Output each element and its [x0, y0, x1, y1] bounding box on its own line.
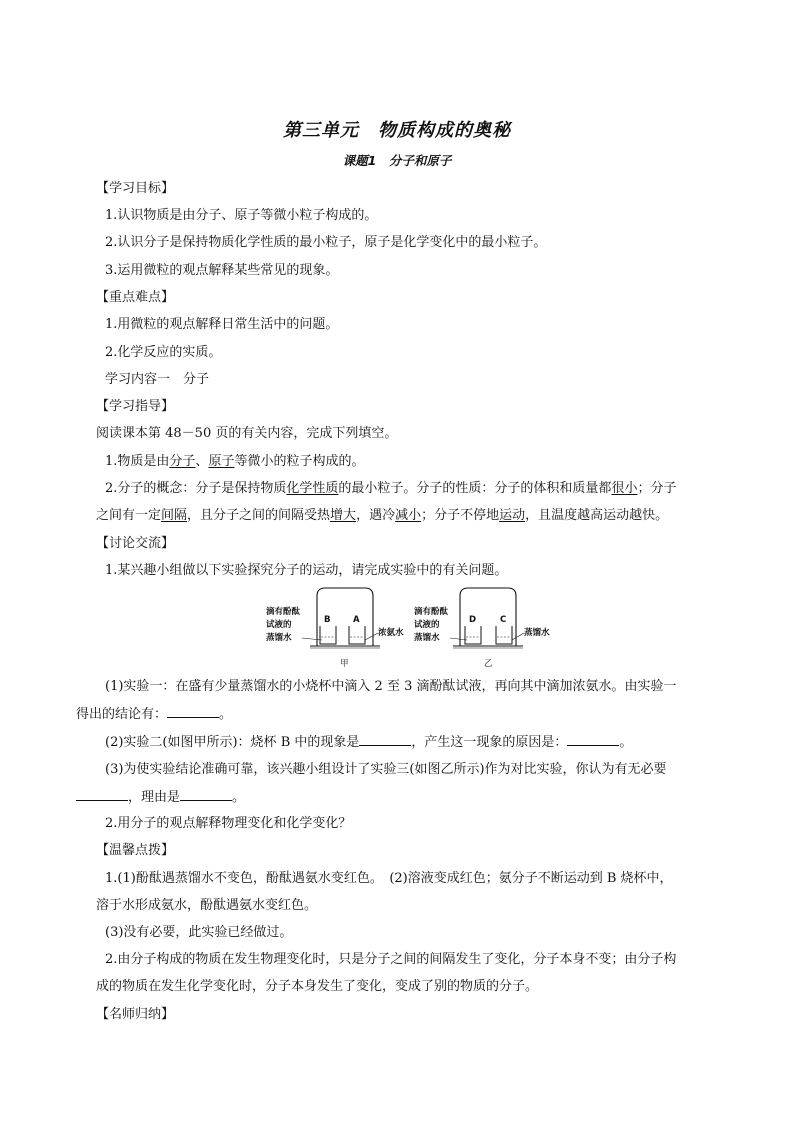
- experiment-figure: [262, 584, 602, 674]
- figure-yi: [414, 588, 550, 669]
- label-ammonia: 浓氨水: [378, 628, 404, 638]
- objective-item-2: 2.认识分子是保持物质化学性质的最小粒子，原子是化学变化中的最小粒子。: [105, 235, 547, 250]
- lesson-subtitle: 课题1 分子和原子: [342, 153, 452, 168]
- content-title: 学习内容一 分子: [105, 372, 210, 387]
- discussion-question-1: 1.某兴趣小组做以下实验探究分子的运动，请完成实验中的有关问题。: [105, 563, 508, 578]
- q2-text: 2.分子的概念：分子是保持物质: [105, 481, 287, 496]
- beaker-d: [465, 626, 481, 644]
- key-points-heading: 【重点难点】: [96, 290, 175, 305]
- sub3-text-mid: ，理由是: [128, 790, 181, 805]
- sub2-text-end: 。: [619, 735, 633, 750]
- q1-text-end: 等微小的粒子构成的。: [234, 454, 365, 469]
- label-left-3: 蒸馏水: [266, 633, 292, 643]
- label-c: C: [500, 615, 507, 625]
- q1-separator: 、: [195, 454, 209, 469]
- q2-answer-very-small: 很小: [611, 481, 638, 496]
- figure-jia: [266, 588, 404, 669]
- sub-question-2: [105, 733, 632, 752]
- unit-title: 第三单元 物质构成的奥秘: [283, 120, 511, 141]
- sub-question-3-line-1: (3)为使实验结论准确可靠，该兴趣小组设计了实验三(如图乙所示)作为对比实验，你认为有无必要: [105, 762, 667, 777]
- key-point-item-1: 1.用微粒的观点解释日常生活中的问题。: [105, 317, 339, 332]
- tips-answer-1-line-2: 溶于水形成氨水，酚酞遇氨水变红色。: [96, 898, 318, 913]
- beaker-a: [349, 626, 365, 644]
- discussion-question-2: 2.用分子的观点解释物理变化和化学变化？: [105, 816, 352, 831]
- key-point-item-2: 2.化学反应的实质。: [105, 345, 222, 360]
- q1-answer-molecule: 分子: [169, 454, 196, 469]
- q2-text-mid: 的最小粒子。分子的性质：分子的体积和质量都: [338, 481, 612, 496]
- sub3-text-end: 。: [232, 790, 246, 805]
- summary-heading: 【名师归纳】: [96, 1007, 175, 1022]
- q1-text: 1.物质是由: [105, 454, 170, 469]
- q2-answer-motion: 运动: [499, 508, 526, 523]
- answer-blank[interactable]: [567, 733, 619, 746]
- q2-text-end: ；分子: [637, 481, 677, 496]
- answer-blank[interactable]: [167, 705, 219, 718]
- q2-l2-text-mid3: ；分子不停地: [421, 508, 500, 523]
- caption-yi: 乙: [484, 659, 493, 669]
- answer-blank[interactable]: [76, 788, 128, 801]
- guide-intro: 阅读课本第 48－50 页的有关内容，完成下列填空。: [96, 426, 398, 441]
- q2-answer-chemical-property: 化学性质: [286, 481, 339, 496]
- guide-question-2-line-1: [105, 480, 676, 498]
- answer-blank[interactable]: [359, 733, 411, 746]
- q2-answer-decrease: 减小: [395, 508, 422, 523]
- label-distilled: 蒸馏水: [524, 628, 550, 638]
- label-left-1: 滴有酚酞: [266, 607, 301, 617]
- sub-question-1-line-1: (1)实验一：在盛有少量蒸馏水的小烧杯中滴入 2 至 3 滴酚酞试液，再向其中滴加浓氨水。由实验一: [105, 679, 677, 694]
- q2-l2-text-mid1: ，且分子之间的间隔受热: [187, 508, 331, 523]
- tips-answer-2-line-1: 2.由分子构成的物质在发生物理变化时，只是分子之间的间隔发生了变化，分子本身不变；由分子构: [105, 952, 677, 967]
- sub1-text: 得出的结论有：: [76, 707, 168, 722]
- guide-heading: 【学习指导】: [96, 399, 175, 414]
- sub1-text-end: 。: [219, 707, 233, 722]
- q2-answer-gap: 间隔: [161, 508, 188, 523]
- objectives-heading: 【学习目标】: [96, 181, 175, 196]
- guide-question-1: [105, 453, 364, 471]
- tips-answer-2-line-2: 成的物质在发生化学变化时，分子本身发生了变化，变成了别的物质的分子。: [96, 979, 539, 994]
- label-right-3: 蒸馏水: [414, 633, 440, 643]
- label-right-2: 试液的: [414, 620, 440, 630]
- tips-heading: 【温馨点拨】: [96, 843, 175, 858]
- sub2-text: (2)实验二(如图甲所示)：烧杯 B 中的现象是: [105, 735, 360, 750]
- sub-question-1-line-2: [76, 705, 232, 724]
- label-left-2: 试液的: [266, 620, 292, 630]
- tips-answer-1-line-1: 1.(1)酚酞遇蒸馏水不变色，酚酞遇氨水变红色。 (2)溶液变成红色；氨分子不断运动到 B 烧杯中，: [105, 871, 673, 886]
- guide-question-2-line-2: [96, 507, 668, 525]
- sub-question-3-line-2: [76, 788, 245, 807]
- discussion-heading: 【讨论交流】: [96, 536, 175, 551]
- answer-blank[interactable]: [180, 788, 232, 801]
- caption-jia: 甲: [340, 659, 349, 669]
- sub2-text-mid: ，产生这一现象的原因是：: [411, 735, 568, 750]
- label-a: A: [353, 615, 360, 625]
- q2-l2-text: 之间有一定: [96, 508, 162, 523]
- objective-item-3: 3.运用微粒的观点解释某些常见的现象。: [105, 263, 339, 278]
- label-right-1: 滴有酚酞: [414, 607, 449, 617]
- tips-answer-1-line-3: (3)没有必要，此实验已经做过。: [105, 925, 293, 940]
- objective-item-1: 1.认识物质是由分子、原子等微小粒子构成的。: [105, 208, 378, 223]
- q1-answer-atom: 原子: [208, 454, 235, 469]
- beaker-c: [496, 626, 512, 644]
- q2-l2-text-end: ，且温度越高运动越快。: [525, 508, 669, 523]
- beaker-b: [320, 626, 336, 644]
- label-d: D: [469, 615, 477, 625]
- label-b: B: [324, 615, 331, 625]
- q2-answer-increase: 增大: [330, 508, 357, 523]
- q2-l2-text-mid2: ，遇冷: [356, 508, 396, 523]
